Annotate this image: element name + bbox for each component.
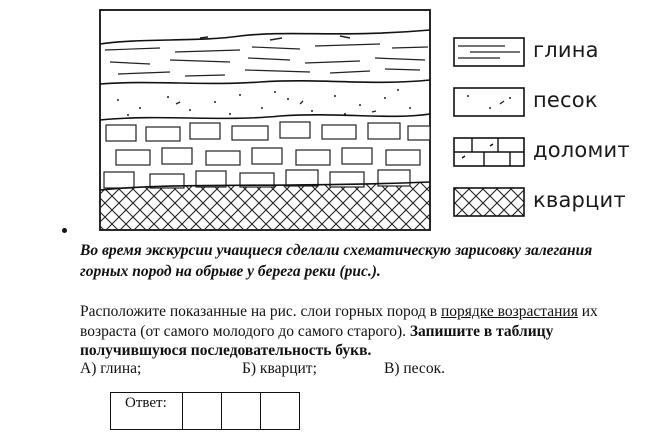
legend-quartzite-swatch: [454, 188, 524, 216]
legend-clay-label: глина: [533, 38, 599, 62]
task-text: [80, 302, 640, 361]
legend-sand-swatch: [454, 88, 524, 116]
legend-dolomite-label: доломит: [533, 138, 630, 162]
task-underlined: порядке возрастания: [440, 303, 578, 320]
answer-table: [110, 392, 300, 430]
answer-label: Ответ:: [111, 393, 183, 430]
option-a: А) глина;: [80, 360, 142, 377]
answer-cell-3[interactable]: [261, 393, 300, 430]
option-b: Б) кварцит;: [242, 360, 317, 377]
intro-text: Во время экскурсии учащиеся сделали схематическую зарисовку залегания горных пород на обрыве у берега реки (рис.).: [80, 242, 593, 280]
option-c: В) песок.: [384, 360, 445, 377]
quartzite-layer: [100, 182, 430, 232]
legend-clay-swatch: [454, 38, 524, 66]
answer-cell-2[interactable]: [222, 393, 261, 430]
task-part1: Расположите показанные на рис. слои горных пород в: [80, 303, 441, 320]
task-part2: их возраста (от самого молодого до самого старого).: [80, 303, 598, 340]
legend-quartzite-label: кварцит: [533, 188, 626, 212]
task-bold: Запишите в таблицу получившуюся последовательность букв.: [80, 322, 554, 359]
answer-cell-1[interactable]: [183, 393, 222, 430]
bullet-dot: [62, 228, 67, 233]
legend-dolomite-swatch: [454, 138, 524, 166]
legend-sand-label: песок: [533, 88, 598, 112]
